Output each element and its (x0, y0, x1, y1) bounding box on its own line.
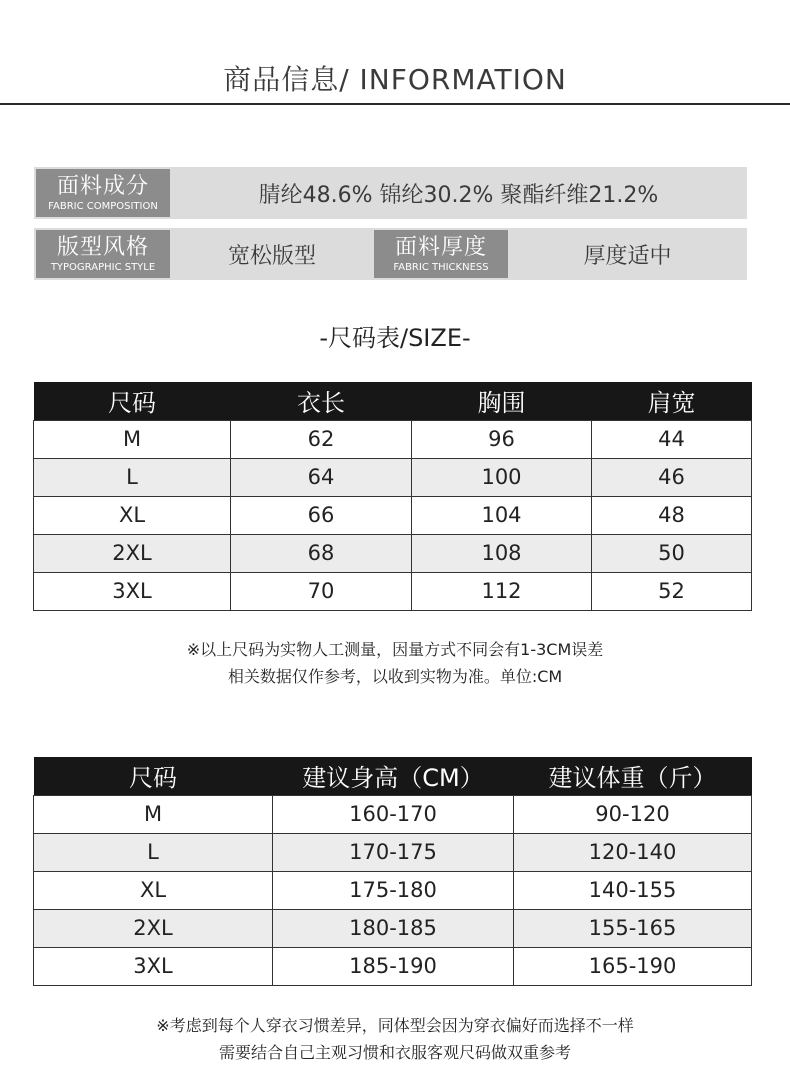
table-row (34, 572, 752, 610)
size-cell: M (34, 420, 231, 458)
composition-label (36, 169, 170, 217)
size-cell: XL (34, 871, 273, 909)
length-cell: 62 (231, 420, 412, 458)
size-cell: L (34, 833, 273, 871)
header-cell: 建议身高（CM） (273, 757, 514, 795)
weight-cell: 140-155 (514, 871, 752, 909)
weight-cell: 120-140 (514, 833, 752, 871)
style-label-en: TYPOGRAPHIC STYLE (50, 261, 156, 273)
recommendation-table-header (34, 757, 752, 795)
table-row (34, 496, 752, 534)
recommendation-table (33, 757, 752, 986)
table-row (34, 909, 752, 947)
shoulder-cell: 48 (592, 496, 752, 534)
height-cell: 170-175 (273, 833, 514, 871)
thickness-value: 厚度适中 (583, 243, 672, 269)
thickness-label-zh: 面料厚度 (394, 234, 487, 260)
length-cell: 68 (231, 534, 412, 572)
header-cell: 衣长 (231, 382, 412, 420)
chest-cell: 112 (412, 572, 592, 610)
size-cell: 2XL (34, 909, 273, 947)
table-row (34, 534, 752, 572)
note-line: 相关数据仅作参考，以收到实物为准。单位:CM (227, 667, 563, 686)
chest-cell: 100 (412, 458, 592, 496)
composition-value: 腈纶48.6% 锦纶30.2% 聚酯纤维21.2% (258, 182, 659, 208)
style-value: 宽松版型 (227, 243, 316, 269)
header-cell: 肩宽 (592, 382, 752, 420)
height-cell: 180-185 (273, 909, 514, 947)
chest-cell: 108 (412, 534, 592, 572)
table-row (34, 833, 752, 871)
measurement-note (0, 636, 790, 690)
header-cell: 胸围 (412, 382, 592, 420)
table-row (34, 947, 752, 985)
page-title: 商品信息/ INFORMATION (223, 63, 567, 96)
thickness-label-en: FABRIC THICKNESS (393, 261, 489, 273)
size-cell: L (34, 458, 231, 496)
size-table (33, 382, 752, 611)
height-cell: 175-180 (273, 871, 514, 909)
thickness-label (374, 230, 508, 278)
shoulder-cell: 52 (592, 572, 752, 610)
size-cell: M (34, 795, 273, 833)
composition-label-en: FABRIC COMPOSITION (48, 200, 158, 212)
composition-row (34, 167, 747, 219)
length-cell: 64 (231, 458, 412, 496)
table-row (34, 871, 752, 909)
fit-note (0, 1012, 790, 1066)
size-heading: -尺码表/SIZE- (319, 324, 471, 352)
shoulder-cell: 44 (592, 420, 752, 458)
size-cell: 3XL (34, 572, 231, 610)
table-row (34, 458, 752, 496)
note-line: ※考虑到每个人穿衣习惯差异，同体型会因为穿衣偏好而选择不一样 (156, 1016, 634, 1035)
size-table-header (34, 382, 752, 420)
table-row (34, 420, 752, 458)
style-thickness-row (34, 228, 747, 280)
length-cell: 66 (231, 496, 412, 534)
weight-cell: 155-165 (514, 909, 752, 947)
composition-label-zh: 面料成分 (56, 173, 149, 199)
style-label-zh: 版型风格 (56, 234, 149, 260)
note-line: ※以上尺码为实物人工测量，因量方式不同会有1-3CM误差 (186, 640, 604, 659)
length-cell: 70 (231, 572, 412, 610)
note-line: 需要结合自己主观习惯和衣服客观尺码做双重参考 (218, 1043, 571, 1062)
header-divider (0, 103, 790, 105)
size-cell: 3XL (34, 947, 273, 985)
weight-cell: 165-190 (514, 947, 752, 985)
style-label (36, 230, 170, 278)
height-cell: 185-190 (273, 947, 514, 985)
size-cell: XL (34, 496, 231, 534)
chest-cell: 104 (412, 496, 592, 534)
height-cell: 160-170 (273, 795, 514, 833)
chest-cell: 96 (412, 420, 592, 458)
weight-cell: 90-120 (514, 795, 752, 833)
size-cell: 2XL (34, 534, 231, 572)
header-cell: 建议体重（斤） (514, 757, 752, 795)
header-cell: 尺码 (34, 382, 231, 420)
table-row (34, 795, 752, 833)
shoulder-cell: 50 (592, 534, 752, 572)
header-cell: 尺码 (34, 757, 273, 795)
shoulder-cell: 46 (592, 458, 752, 496)
